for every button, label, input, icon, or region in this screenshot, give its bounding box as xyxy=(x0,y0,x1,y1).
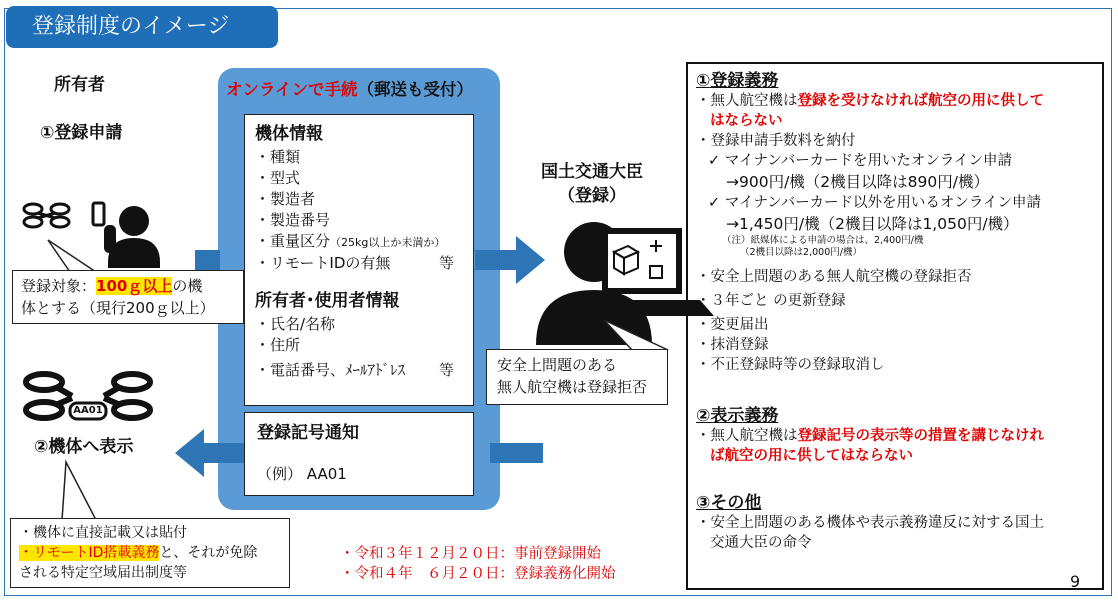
drone-registration-tag: AA01 xyxy=(73,405,103,416)
display-duty-heading: ②表示義務 xyxy=(696,406,779,426)
owner-info-heading: 所有者･使用者情報 xyxy=(255,291,400,311)
notice-example: （例） AA01 xyxy=(257,465,347,483)
slide-title: 登録制度のイメージ xyxy=(6,6,278,48)
application-info-box xyxy=(244,114,474,406)
step1-label: ①登録申請 xyxy=(40,123,123,143)
aircraft-info-item: ・製造番号 xyxy=(255,211,331,229)
arrow-panel-to-minister-icon xyxy=(475,236,545,284)
display-callout-tail xyxy=(62,462,96,520)
registration-target-callout: 登録対象：100ｇ以上の機 体とする（現行200ｇ以上） xyxy=(12,270,244,324)
page-number: 9 xyxy=(1070,572,1081,591)
minister-label: 国土交通大臣 （登録） xyxy=(541,162,643,206)
display-duty-callout: ・機体に直接記載又は貼付 ・リモートID搭載義務と、それが免除 される特定空域届出制度等 xyxy=(10,518,290,588)
phone-email-item: ・電話番号、ﾒｰﾙｱﾄﾞﾚｽ 等 xyxy=(255,361,455,379)
other-heading: ③その他 xyxy=(696,493,762,513)
aircraft-info-item: ・型式 xyxy=(255,169,301,187)
registration-duty-heading: ①登録義務 xyxy=(696,71,779,91)
aircraft-info-item: ・製造者 xyxy=(255,190,316,208)
aircraft-info-heading: 機体情報 xyxy=(255,124,323,144)
small-drone-icon xyxy=(24,204,69,227)
owner-info-item: ・住所 xyxy=(255,336,301,354)
weight-class-item: ・重量区分（25kg以上か未満か） xyxy=(255,232,446,250)
target-callout-tail xyxy=(48,240,96,272)
aircraft-info-item: ・種類 xyxy=(255,148,301,166)
obligations-content: ①登録義務 ・無人航空機は登録を受けなければ航空の用に供して はならない ・登録申請手数料を納付 ✓ マイナンバーカードを用いたオンライン申請 →900円/機（2機目以降は890円/機） ✓ マイナンバーカード以外を用いるオンライン申請 →1,450円/機（2機目以降は1,050円/機） （注）紙媒体による申請の場合は、2,400円/機 （2機目以降は2,000円/機） ・安全上問題のある無人航空機の登録拒否 ・３年ごと の更新登録 ・変更届出 ・抹消登録 ・不正登録時等の登録取消し ②表示義務 ・無人航空機は登録記号の表示等の措置を講じなけれ ば航空の用に供してはならない ③その他 ・安全上問題のある機体や表示義務違反に対する国土 交通大臣の命令 xyxy=(696,66,1100,553)
owner-label: 所有者 xyxy=(54,75,105,95)
person-owner-icon xyxy=(104,206,160,268)
registration-notice-box xyxy=(244,412,474,496)
notice-heading: 登録記号通知 xyxy=(257,423,359,443)
schedule-dates: ・令和３年１２月２０日：事前登録開始 ・令和４年 ６月２０日：登録義務化開始 xyxy=(340,546,616,582)
online-procedure-heading: オンラインで手続（郵送も受付） xyxy=(226,80,474,99)
phone-icon xyxy=(93,203,104,225)
remote-id-item: ・リモートIDの有無 等 xyxy=(255,254,455,272)
registration-reject-callout: 安全上問題のある 無人航空機は登録拒否 xyxy=(486,349,668,405)
arrow-owner-to-panel xyxy=(195,250,220,270)
step2-label: ②機体へ表示 xyxy=(34,437,134,457)
owner-info-item: ・氏名/名称 xyxy=(255,315,336,333)
